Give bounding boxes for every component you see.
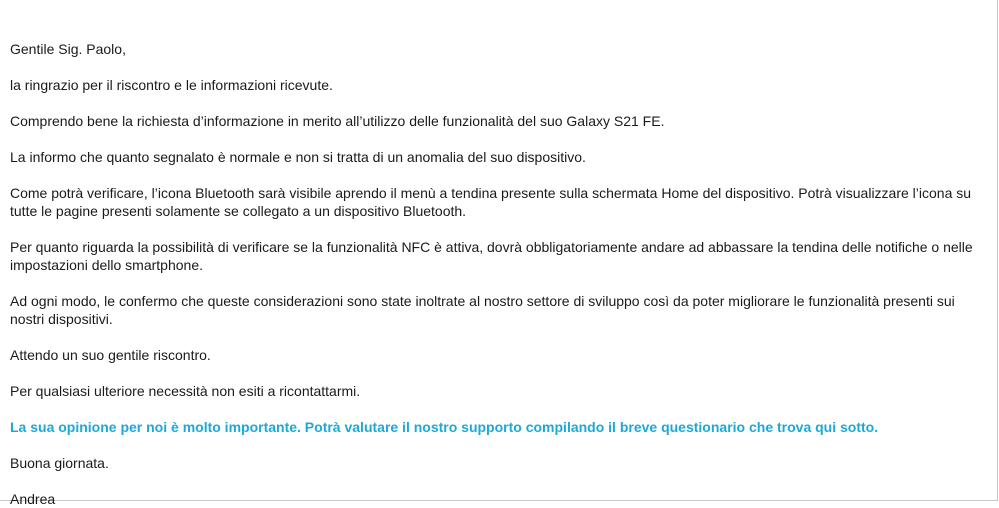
paragraph-normal-behavior: La informo che quanto segnalato è normale e non si tratta di un anomalia del suo dispositivo. bbox=[10, 149, 586, 165]
paragraph-await-reply: Attendo un suo gentile riscontro. bbox=[10, 347, 211, 363]
closing: Buona giornata. bbox=[10, 455, 109, 471]
paragraph-bluetooth-icon: Come potrà verificare, l’icona Bluetooth sarà visibile aprendo il menù a tendina presente sulla schermata Home del dispositivo. Potrà visualizzare l’icona su tutte le pagine presenti solamente se collegato a un dispositivo Bluetooth. bbox=[10, 185, 972, 219]
paragraph-feedback-forwarded: Ad ogni modo, le confermo che queste considerazioni sono state inoltrate al nostro settore di sviluppo così da poter migliorare le funzionalità presenti sui nostri dispositivi. bbox=[10, 293, 955, 327]
survey-highlight: La sua opinione per noi è molto importante. Potrà valutare il nostro supporto compilando il breve questionario che trova qui sotto. bbox=[10, 419, 879, 435]
paragraph-request: Comprendo bene la richiesta d’informazione in merito all’utilizzo delle funzionalità del suo Galaxy S21 FE. bbox=[10, 113, 665, 129]
greeting: Gentile Sig. Paolo, bbox=[10, 41, 126, 57]
paragraph-nfc: Per quanto riguarda la possibilità di verificare se la funzionalità NFC è attiva, dovrà obbligatoriamente andare ad abbassare la tendina delle notifiche o nelle impostazioni dello smartphone. bbox=[10, 239, 973, 273]
paragraph-thanks: la ringrazio per il riscontro e le informazioni ricevute. bbox=[10, 77, 333, 93]
signature: Andrea bbox=[10, 491, 56, 507]
letter-body bbox=[10, 40, 985, 508]
paragraph-contact-again: Per qualsiasi ulteriore necessità non esiti a ricontattarmi. bbox=[10, 383, 361, 399]
